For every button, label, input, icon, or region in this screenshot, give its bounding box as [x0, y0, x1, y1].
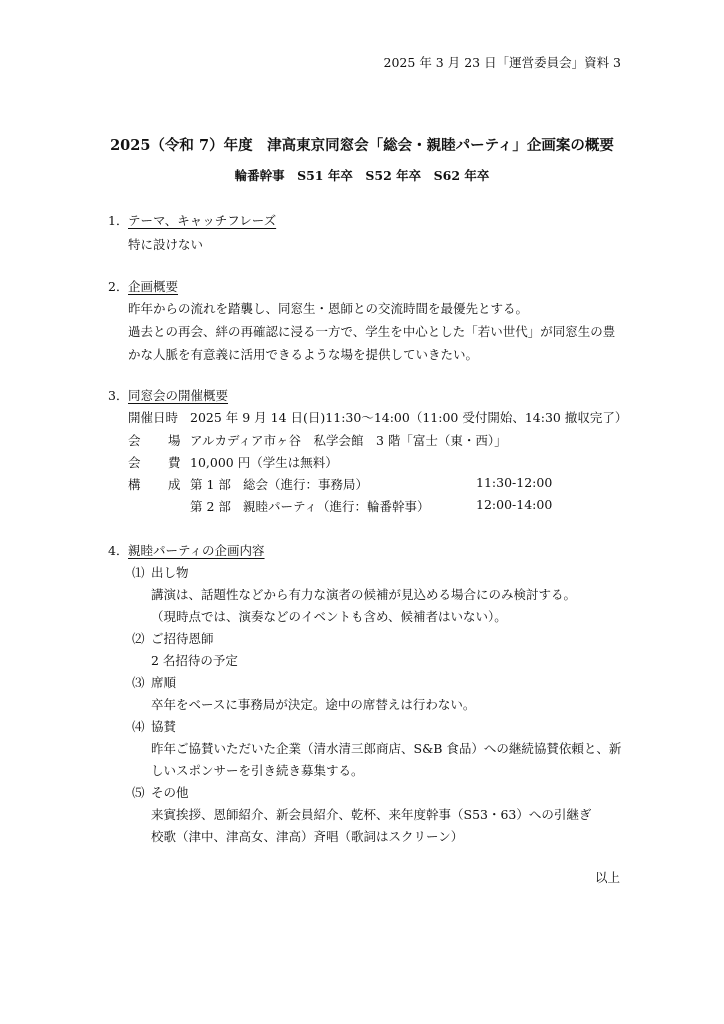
section-label: 親睦パーティの企画内容	[128, 543, 265, 558]
section-label: 同窓会の開催概要	[128, 388, 229, 403]
body-line: 過去との再会、絆の再確認に浸る一方で、学生を中心とした「若い世代」が同窓生の豊	[128, 324, 616, 339]
item-number: ⑴	[132, 565, 145, 580]
item-line: 校歌（津中、津高女、津高）斉唱（歌詞はスクリーン）	[151, 829, 464, 844]
part-1-label: 第 1 部	[190, 477, 231, 492]
date-value: 2025 年 9 月 14 日(日)11:30～14:00（11:00 受付開始、14:30 撤収完了）	[190, 410, 628, 425]
part-1-time: 11:30-12:00	[476, 475, 553, 490]
section-4-heading	[108, 541, 265, 559]
item-number: ⑸	[132, 785, 145, 800]
item-line: 講演は、話題性などから有力な演者の候補が見込める場合にのみ検討する。	[151, 587, 577, 602]
body-line: 昨年からの流れを踏襲し、同窓生・恩師との交流時間を最優先とする。	[128, 301, 529, 316]
item-number: ⑶	[132, 675, 145, 690]
part-2-label: 第 2 部	[190, 499, 231, 514]
structure-label-1: 構	[128, 477, 141, 492]
item-line: 2 名招待の予定	[151, 653, 238, 668]
body-line: かな人脈を有意義に活用できるような場を提供していきたい。	[128, 347, 479, 362]
item-line: 来賓挨拶、恩師紹介、新会員紹介、乾杯、来年度幹事（S53・63）への引継ぎ	[151, 807, 592, 822]
item-label: 席順	[151, 675, 177, 690]
section-label: 企画概要	[128, 279, 179, 294]
section-2-heading	[108, 277, 178, 295]
part-2-desc: 親睦パーティ（進行：輪番幹事）	[243, 499, 430, 514]
document-subtitle: 輪番幹事 S51 年卒 S52 年卒 S62 年卒	[234, 168, 490, 183]
venue-label-1: 会	[128, 433, 141, 448]
item-label: 出し物	[151, 565, 189, 580]
part-2-time: 12:00-14:00	[476, 497, 553, 512]
item-number: ⑷	[132, 719, 145, 734]
venue-label-2: 場	[168, 433, 181, 448]
section-number: 3．	[108, 388, 129, 403]
section-number: 2．	[108, 279, 129, 294]
item-number: ⑵	[132, 631, 145, 646]
item-label: ご招待恩師	[151, 631, 214, 646]
item-label: 協賛	[151, 719, 177, 734]
section-number: 4．	[108, 543, 129, 558]
fee-value: 10,000 円（学生は無料）	[190, 455, 338, 470]
fee-label-2: 費	[168, 455, 181, 470]
structure-label-2: 成	[168, 477, 181, 492]
section-1-heading	[108, 211, 276, 229]
section-label: テーマ、キャッチフレーズ	[128, 213, 277, 228]
fee-label-1: 会	[128, 455, 141, 470]
body-line: 特に設けない	[128, 237, 204, 252]
section-number: 1．	[108, 213, 129, 228]
section-3-heading	[108, 386, 228, 404]
part-1-desc: 総会（進行：事務局）	[243, 477, 369, 492]
item-line: 卒年をベースに事務局が決定。途中の席替えは行わない。	[151, 697, 476, 712]
item-line: しいスポンサーを引き続き募集する。	[151, 763, 364, 778]
venue-value: アルカディア市ヶ谷 私学会館 3 階「富士（東・西）」	[190, 433, 507, 448]
document-title: 2025（令和 7）年度 津高東京同窓会「総会・親睦パーティ」企画案の概要	[110, 137, 614, 154]
item-line: 昨年ご協賛いただいた企業（清水清三郎商店、S&B 食品）への継続協賛依頼と、新	[151, 741, 622, 756]
closing-mark: 以上	[594, 870, 620, 885]
item-label: その他	[151, 785, 189, 800]
date-label: 開催日時	[128, 410, 179, 425]
item-line: （現時点では、演奏などのイベントも含め、候補者はいない）。	[151, 609, 507, 624]
header-note: 2025 年 3 月 23 日「運営委員会」資料 3	[383, 55, 621, 70]
